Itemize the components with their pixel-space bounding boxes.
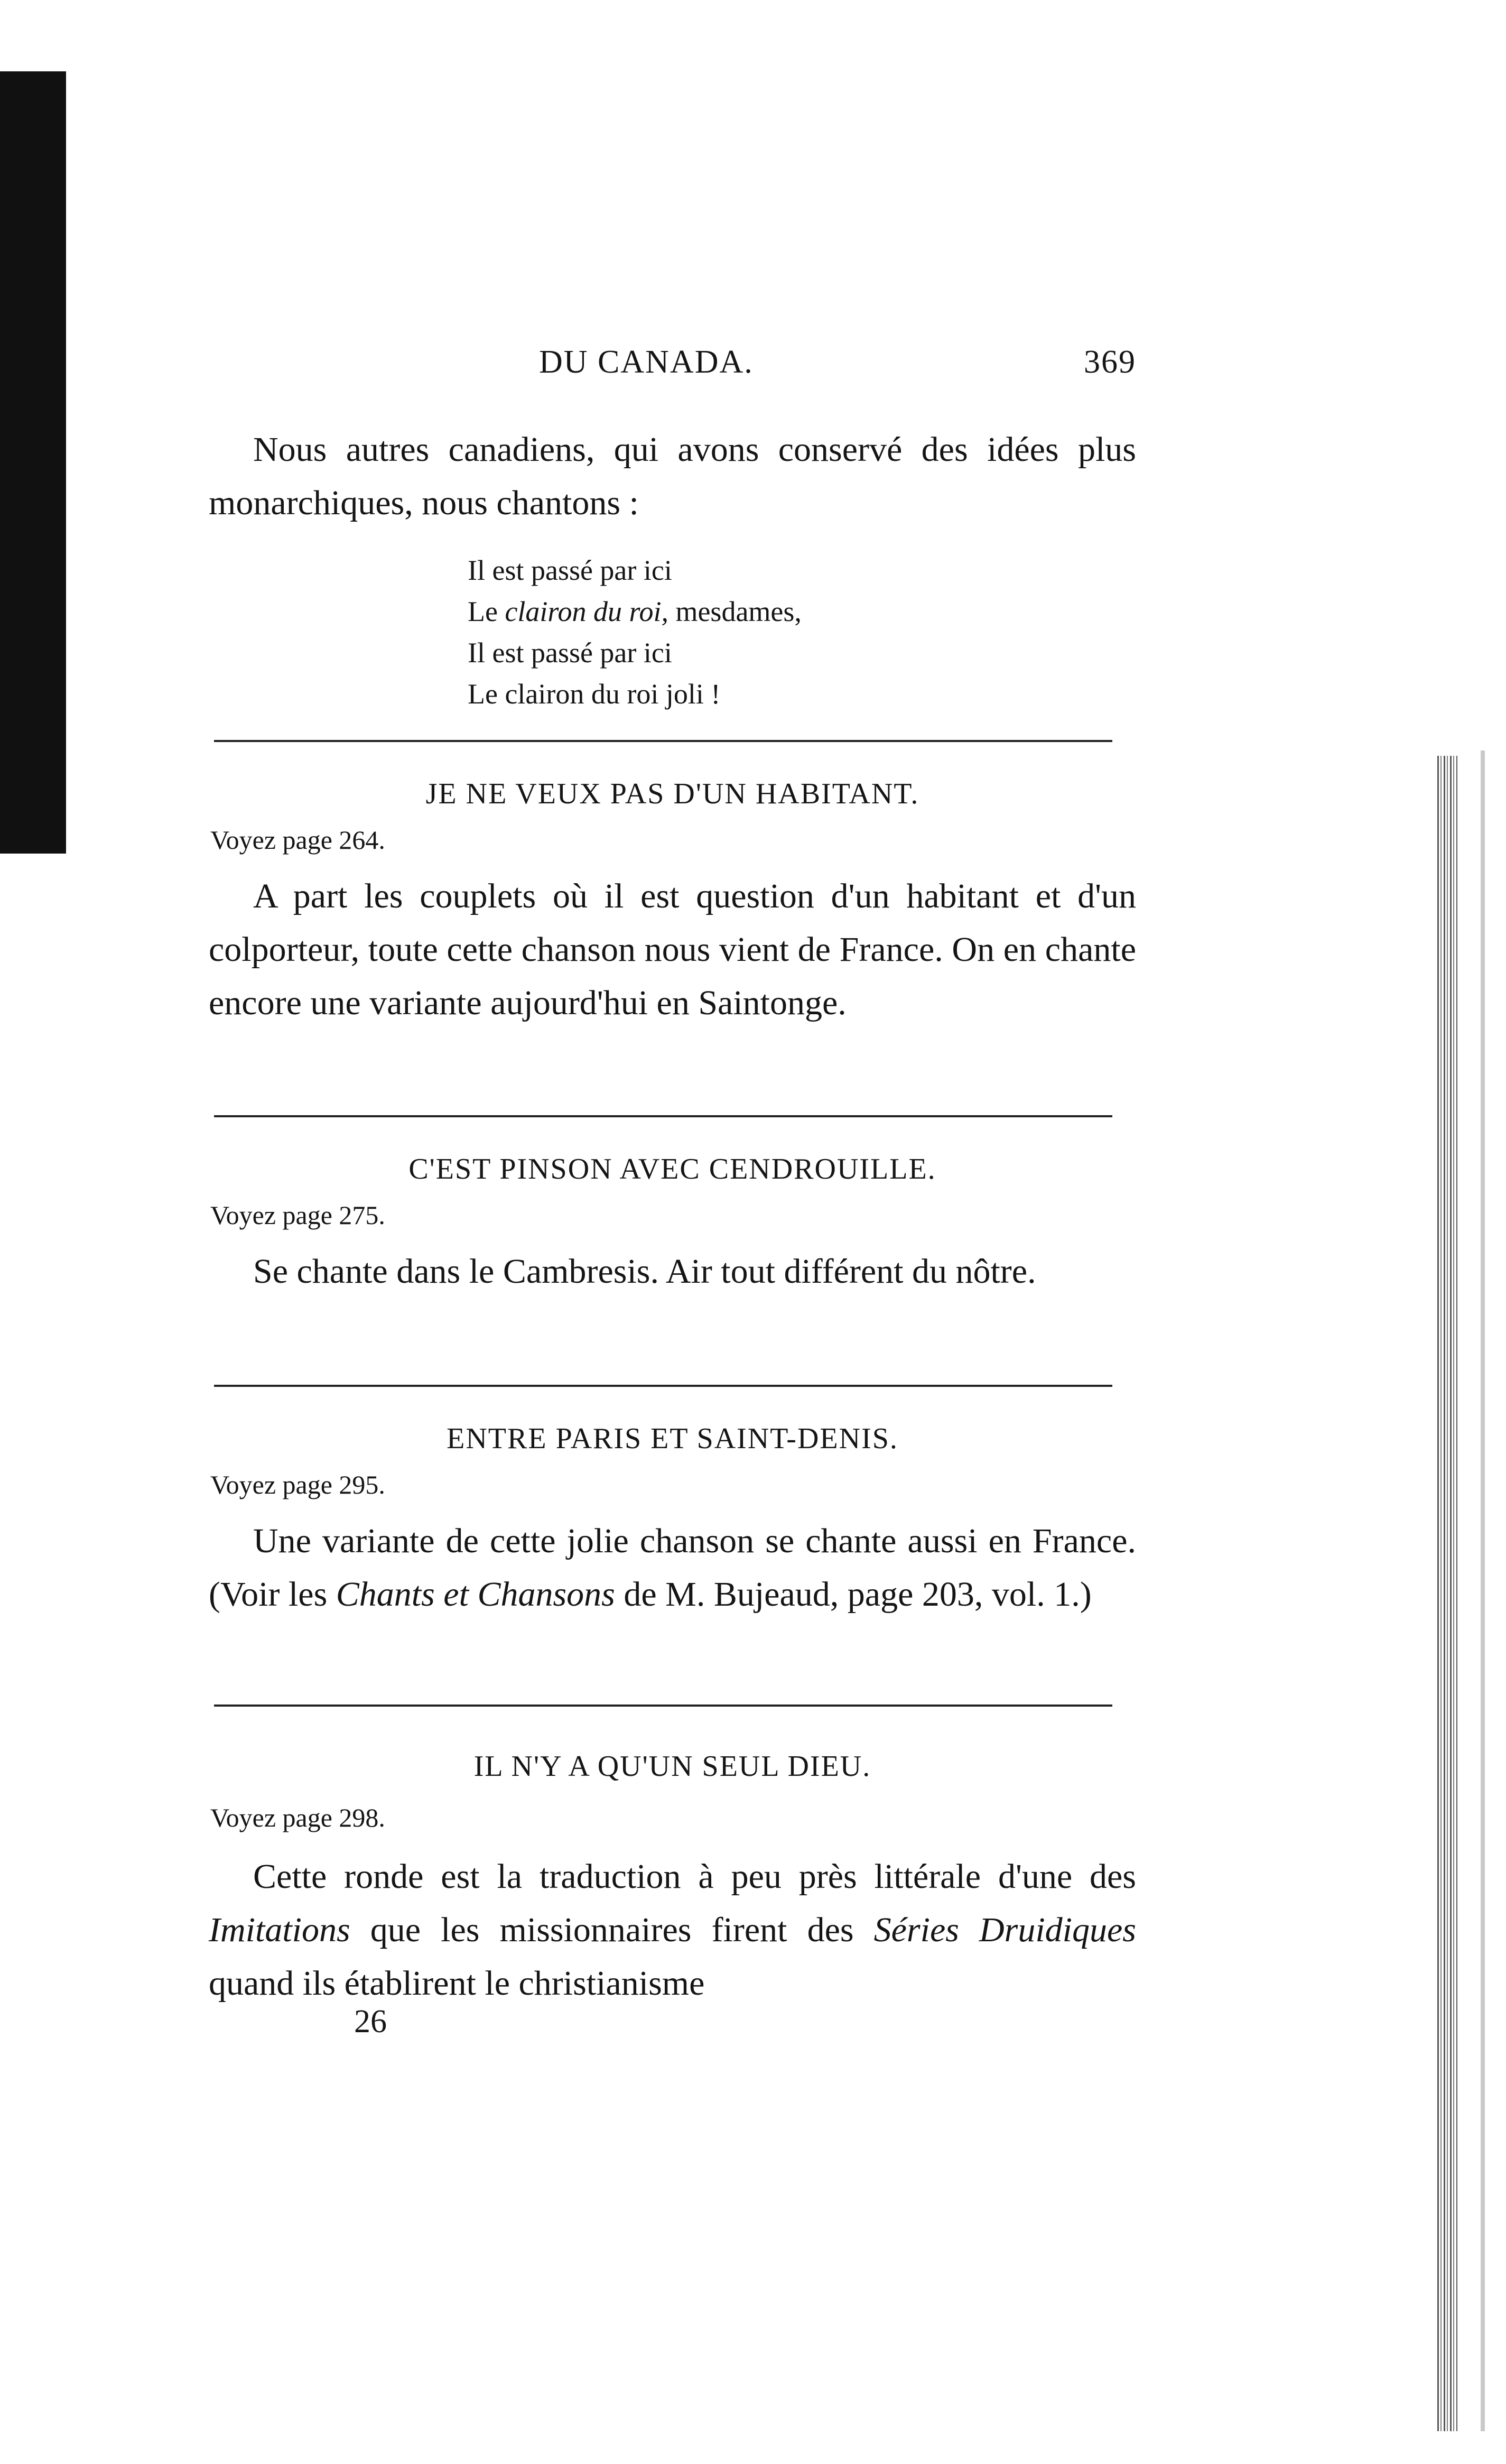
scan-edge-strip <box>1437 756 1457 2431</box>
poem-line-1: Il est passé par ici <box>468 554 672 586</box>
scan-edge-shadow <box>1481 751 1485 2431</box>
section-title: C'EST PINSON AVEC CENDROUILLE. <box>408 1153 936 1185</box>
section-divider <box>214 740 1112 742</box>
section-reference: Voyez page 298. <box>210 1803 385 1832</box>
section-reference: Voyez page 264. <box>210 825 385 855</box>
signature-mark: 26 <box>354 2004 387 2040</box>
section-title: ENTRE PARIS ET SAINT-DENIS. <box>447 1422 898 1455</box>
poem-verse <box>468 550 802 715</box>
section-paragraph: Se chante dans le Cambresis. Air tout différent du nôtre. <box>253 1252 1036 1291</box>
running-title: DU CANADA. <box>539 344 754 380</box>
section-title: IL N'Y A QU'UN SEUL DIEU. <box>473 1750 871 1783</box>
section-title: JE NE VEUX PAS D'UN HABITANT. <box>425 777 919 810</box>
section-paragraph: Cette ronde est la traduction à peu près littérale d'une des Imitations que les missionnaires firent des Séries Druidiques quand ils établirent le christianisme <box>209 1857 1136 2003</box>
section-paragraph: Une variante de cette jolie chanson se chante aussi en France. (Voir les Chants et Chansons de M. Bujeaud, page 203, vol. 1.) <box>209 1522 1136 1614</box>
poem-line-3: Il est passé par ici <box>468 637 672 669</box>
intro-paragraph: Nous autres canadiens, qui avons conservé des idées plus monarchiques, nous chantons : <box>209 430 1136 522</box>
page-number: 369 <box>1084 344 1136 380</box>
section-divider <box>214 1705 1112 1707</box>
scan-edge-bar <box>0 71 66 854</box>
poem-line-2: Le clairon du roi, mesdames, <box>468 596 802 627</box>
page-header <box>211 344 1136 391</box>
section-reference: Voyez page 295. <box>210 1470 385 1499</box>
section-paragraph: A part les couplets où il est question d'un habitant et d'un colporteur, toute cette chanson nous vient de France. On en chante encore une variante aujourd'hui en Saintonge. <box>209 877 1136 1022</box>
section-divider <box>214 1115 1112 1117</box>
section-divider <box>214 1385 1112 1387</box>
section-reference: Voyez page 275. <box>210 1200 385 1230</box>
poem-line-4: Le clairon du roi joli ! <box>468 678 721 710</box>
